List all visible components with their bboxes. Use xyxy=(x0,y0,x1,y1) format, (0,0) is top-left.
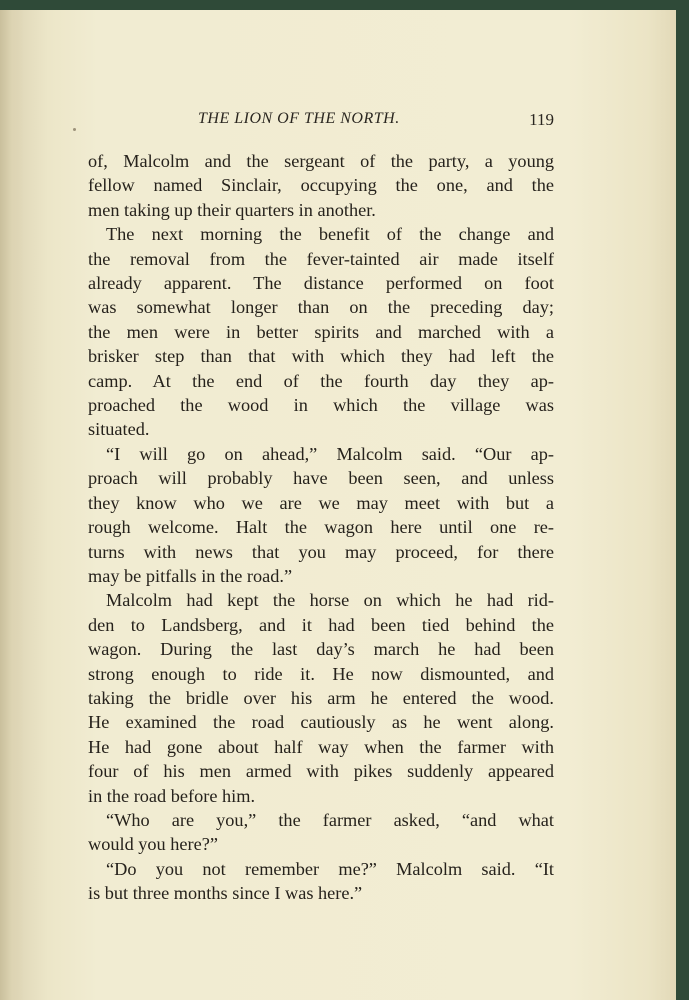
text-line: would you here?” xyxy=(88,834,218,855)
text-line: is but three months since I was here.” xyxy=(88,883,363,904)
text-line: was somewhat longer than on the preceding day; xyxy=(88,297,554,318)
text-line: four of his men armed with pikes suddenly appeared xyxy=(88,761,554,782)
text-line: may be pitfalls in the road.” xyxy=(88,565,293,586)
text-line: they know who we are we may meet with but a xyxy=(88,492,554,513)
text-line: “Do you not remember me?” Malcolm said. “It xyxy=(106,858,554,879)
text-line: rough welcome. Halt the wagon here until one re- xyxy=(88,517,554,538)
text-line: turns with news that you may proceed, for there xyxy=(88,541,554,562)
ink-speck xyxy=(73,128,76,131)
text-line: already apparent. The distance performed on foot xyxy=(88,273,554,294)
text-line: of, Malcolm and the sergeant of the party, a young xyxy=(88,151,554,171)
text-line: in the road before him. xyxy=(88,785,256,806)
text-line: He examined the road cautiously as he went along. xyxy=(88,712,554,733)
text-line: brisker step than that with which they had left the xyxy=(88,346,554,367)
text-line: proached the wood in which the village was xyxy=(88,395,554,416)
running-title: THE LION OF THE NORTH. xyxy=(198,110,400,127)
text-line: He had gone about half way when the farmer with xyxy=(88,736,554,757)
page-gutter xyxy=(0,10,24,1000)
text-line: proach will probably have been seen, and unless xyxy=(88,468,554,489)
text-line: situated. xyxy=(88,419,150,440)
running-header xyxy=(88,110,554,134)
text-line: fellow named Sinclair, occupying the one, and the xyxy=(88,175,554,196)
text-line: wagon. During the last day’s march he had been xyxy=(88,639,554,660)
page-number: 119 xyxy=(529,110,554,129)
text-line: men taking up their quarters in another. xyxy=(88,199,376,220)
text-line: The next morning the benefit of the change and xyxy=(106,224,554,245)
text-line: the removal from the fever-tainted air made itself xyxy=(88,248,554,269)
text-line: “Who are you,” the farmer asked, “and what xyxy=(106,809,554,830)
text-line: “I will go on ahead,” Malcolm said. “Our ap- xyxy=(106,443,554,464)
text-line: strong enough to ride it. He now dismounted, and xyxy=(88,663,554,684)
text-line: taking the bridle over his arm he entered the wood. xyxy=(88,687,554,708)
text-line: the men were in better spirits and marched with a xyxy=(88,321,554,342)
body-text xyxy=(88,149,554,906)
text-line: camp. At the end of the fourth day they ap- xyxy=(88,370,554,391)
text-line: Malcolm had kept the horse on which he had rid- xyxy=(106,590,554,611)
text-line: den to Landsberg, and it had been tied behind the xyxy=(88,614,554,635)
